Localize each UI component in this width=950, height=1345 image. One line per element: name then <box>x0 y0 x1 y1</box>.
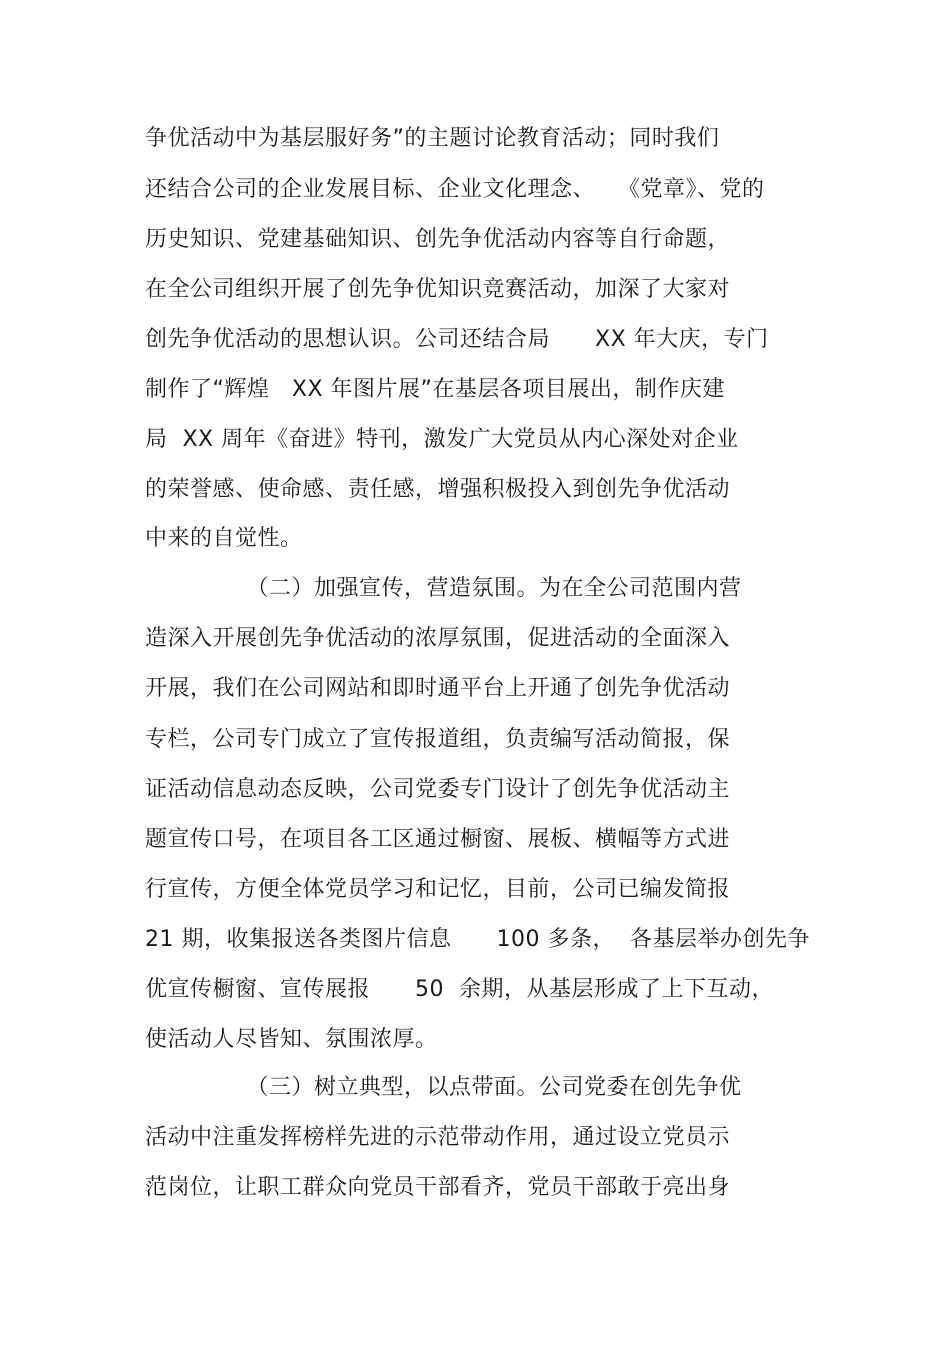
body-text-line: 21 期，收集报送各类图片信息 100 多条， 各基层举办创先争 <box>145 927 810 952</box>
body-text-line: 范岗位，让职工群众向党员干部看齐，党员干部敢于亮出身 <box>145 1175 731 1200</box>
body-text-line: 专栏，公司专门成立了宣传报道组，负责编写活动简报，保 <box>145 727 731 752</box>
body-text-line: 题宣传口号，在项目各工区通过橱窗、展板、横幅等方式进 <box>145 827 731 852</box>
body-text-line: 的荣誉感、使命感、责任感，增强积极投入到创先争优活动 <box>145 477 731 502</box>
body-text-line: 中来的自觉性。 <box>145 526 303 551</box>
body-text-line: 制作了“辉煌 XX 年图片展”在基层各项目展出，制作庆建 <box>145 377 725 402</box>
body-text-line: 证活动信息动态反映，公司党委专门设计了创先争优活动主 <box>145 777 731 802</box>
body-text-line: 创先争优活动的思想认识。公司还结合局 XX 年大庆，专门 <box>145 327 769 352</box>
body-text-line: 造深入开展创先争优活动的浓厚氛围，促进活动的全面深入 <box>145 626 731 651</box>
body-text-line: 优宣传橱窗、宣传展报 50 余期，从基层形成了上下互动， <box>145 977 774 1002</box>
body-text-line: 开展，我们在公司网站和即时通平台上开通了创先争优活动 <box>145 676 731 701</box>
section-heading-line: （三）树立典型，以点带面。公司党委在创先争优 <box>145 1075 742 1100</box>
body-text-line: 局 XX 周年《奋进》特刊，激发广大党员从内心深处对企业 <box>145 427 739 452</box>
section-heading-line: （二）加强宣传，营造氛围。为在全公司范围内营 <box>145 576 742 601</box>
body-text-line: 历史知识、党建基础知识、创先争优活动内容等自行命题， <box>145 227 731 252</box>
body-text-line: 在全公司组织开展了创先争优知识竞赛活动，加深了大家对 <box>145 277 731 302</box>
body-text-line: 活动中注重发挥榜样先进的示范带动作用，通过设立党员示 <box>145 1125 731 1150</box>
body-text-line: 行宣传，方便全体党员学习和记忆，目前，公司已编发简报 <box>145 877 731 902</box>
body-text-line: 使活动人尽皆知、氛围浓厚。 <box>145 1027 438 1052</box>
body-text-line: 还结合公司的企业发展目标、企业文化理念、 《党章》、党的 <box>145 177 765 202</box>
body-text-line: 争优活动中为基层服好务”的主题讨论教育活动；同时我们 <box>145 126 720 151</box>
